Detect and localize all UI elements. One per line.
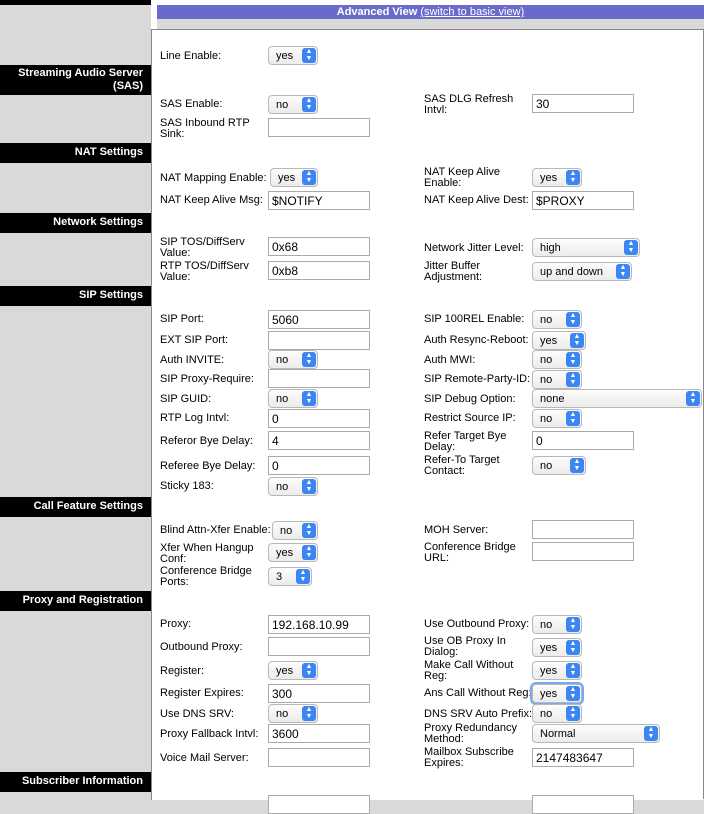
sip-tos-label: SIP TOS/DiffServ Value: (160, 236, 245, 259)
sip-remote-party-select[interactable]: no ▲ ▼ (532, 370, 582, 389)
ext-sip-port-input[interactable] (268, 331, 370, 350)
sip-guid-label: SIP GUID: (160, 393, 212, 405)
auth-mwi-label: Auth MWI: (424, 354, 476, 366)
line-enable-label: Line Enable: (160, 50, 222, 62)
chevron-updown-icon: ▲ ▼ (566, 170, 580, 185)
sip-100rel-label: SIP 100REL Enable: (424, 313, 525, 325)
chevron-updown-icon: ▲ ▼ (302, 97, 316, 112)
conf-bridge-ports-select[interactable]: 3 ▲ ▼ (268, 567, 312, 586)
xfer-hangup-label: Xfer When Hangup Conf: (160, 542, 254, 565)
use-ob-proxy-dialog-select[interactable]: yes ▲ ▼ (532, 638, 582, 657)
sas-dlg-refresh-label: SAS DLG Refresh Intvl: (424, 93, 514, 116)
nat-mapping-select[interactable]: yes ▲ ▼ (270, 168, 318, 187)
chevron-updown-icon: ▲ ▼ (566, 640, 580, 655)
use-dns-srv-select[interactable]: no ▲ ▼ (268, 704, 318, 723)
referee-bye-input[interactable]: 0 (268, 456, 370, 475)
chevron-updown-icon: ▲ ▼ (302, 706, 316, 721)
auth-invite-label: Auth INVITE: (160, 354, 225, 366)
chevron-updown-icon: ▲ ▼ (570, 333, 584, 348)
register-expires-label: Register Expires: (160, 687, 244, 699)
moh-server-input[interactable] (532, 520, 634, 539)
refer-to-target-select[interactable]: no ▲ ▼ (532, 456, 586, 475)
use-ob-proxy-dialog-label: Use OB Proxy In Dialog: (424, 635, 506, 658)
chevron-updown-icon: ▲ ▼ (302, 352, 316, 367)
nat-keep-alive-dest-label: NAT Keep Alive Dest: (424, 194, 529, 206)
proxy-fallback-label: Proxy Fallback Intvl: (160, 728, 259, 740)
conf-bridge-url-label: Conference Bridge URL: (424, 541, 516, 564)
outbound-proxy-input[interactable] (268, 637, 370, 656)
chevron-updown-icon: ▲ ▼ (566, 312, 580, 327)
auth-invite-select[interactable]: no ▲ ▼ (268, 350, 318, 369)
chevron-updown-icon: ▲ ▼ (570, 458, 584, 473)
nat-mapping-label: NAT Mapping Enable: (160, 172, 267, 184)
ans-call-without-reg-select[interactable]: yes ▲ ▼ (532, 684, 582, 703)
nat-keep-alive-msg-label: NAT Keep Alive Msg: (160, 194, 263, 206)
proxy-fallback-input[interactable]: 3600 (268, 724, 370, 743)
nat-keep-alive-msg-input[interactable]: $NOTIFY (268, 191, 370, 210)
refer-target-bye-label: Refer Target Bye Delay: (424, 430, 507, 453)
ans-call-without-reg-label: Ans Call Without Reg: (424, 687, 532, 699)
auth-resync-select[interactable]: yes ▲ ▼ (532, 331, 586, 350)
conf-bridge-ports-label: Conference Bridge Ports: (160, 565, 252, 588)
section-subscriber: Subscriber Information (0, 772, 151, 792)
refer-to-target-label: Refer-To Target Contact: (424, 454, 500, 477)
chevron-updown-icon: ▲ ▼ (302, 170, 316, 185)
sip-tos-input[interactable]: 0x68 (268, 237, 370, 256)
switch-view-link[interactable]: (switch to basic view) (420, 6, 525, 18)
chevron-updown-icon: ▲ ▼ (302, 663, 316, 678)
auth-mwi-select[interactable]: no ▲ ▼ (532, 350, 582, 369)
dns-srv-auto-prefix-select[interactable]: no ▲ ▼ (532, 704, 582, 723)
section-proxy: Proxy and Registration (0, 591, 151, 611)
section-sas: Streaming Audio Server (SAS) (0, 65, 151, 95)
ext-sip-port-label: EXT SIP Port: (160, 334, 229, 346)
sip-proxy-require-label: SIP Proxy-Require: (160, 373, 254, 385)
subscriber-input-partial-right[interactable] (532, 795, 634, 814)
sas-enable-label: SAS Enable: (160, 98, 223, 110)
referee-bye-label: Referee Bye Delay: (160, 460, 256, 472)
voice-mail-server-input[interactable] (268, 748, 370, 767)
sas-inbound-rtp-input[interactable] (268, 118, 370, 137)
sip-port-input[interactable]: 5060 (268, 310, 370, 329)
network-jitter-label: Network Jitter Level: (424, 242, 524, 254)
auth-resync-label: Auth Resync-Reboot: (424, 334, 529, 346)
voice-mail-server-label: Voice Mail Server: (160, 752, 249, 764)
section-call-feature: Call Feature Settings (0, 497, 151, 517)
register-select[interactable]: yes ▲ ▼ (268, 661, 318, 680)
sas-dlg-refresh-input[interactable]: 30 (532, 94, 634, 113)
outbound-proxy-label: Outbound Proxy: (160, 641, 243, 653)
chevron-updown-icon: ▲ ▼ (296, 569, 310, 584)
register-label: Register: (160, 665, 205, 677)
rtp-log-label: RTP Log Intvl: (160, 412, 230, 424)
referor-bye-label: Referor Bye Delay: (160, 435, 253, 447)
chevron-updown-icon: ▲ ▼ (302, 523, 316, 538)
referor-bye-input[interactable]: 4 (268, 431, 370, 450)
chevron-updown-icon: ▲ ▼ (302, 545, 316, 560)
rtp-tos-label: RTP TOS/DiffServ Value: (160, 260, 249, 283)
chevron-updown-icon: ▲ ▼ (566, 411, 580, 426)
proxy-input[interactable]: 192.168.10.99 (268, 615, 370, 634)
view-title: Advanced View (336, 6, 418, 18)
use-outbound-proxy-select[interactable]: no ▲ ▼ (532, 615, 582, 634)
make-call-without-reg-label: Make Call Without Reg: (424, 659, 514, 682)
section-sip: SIP Settings (0, 286, 151, 306)
sticky-183-select[interactable]: no ▲ ▼ (268, 477, 318, 496)
chevron-updown-icon: ▲ ▼ (302, 391, 316, 406)
conf-bridge-url-input[interactable] (532, 542, 634, 561)
chevron-updown-icon: ▲ ▼ (566, 617, 580, 632)
sas-inbound-rtp-label: SAS Inbound RTP Sink: (160, 117, 250, 140)
view-header (157, 5, 704, 19)
nat-keep-alive-dest-input[interactable]: $PROXY (532, 191, 634, 210)
use-outbound-proxy-label: Use Outbound Proxy: (424, 618, 530, 630)
subscriber-input-partial[interactable] (268, 795, 370, 814)
register-expires-input[interactable]: 300 (268, 684, 370, 703)
sticky-183-label: Sticky 183: (160, 480, 214, 492)
sas-enable-select[interactable]: no ▲ ▼ (268, 95, 318, 114)
chevron-updown-icon: ▲ ▼ (616, 264, 630, 279)
sip-debug-select[interactable]: none ▲ ▼ (532, 389, 702, 408)
sip-port-label: SIP Port: (160, 313, 204, 325)
sip-remote-party-label: SIP Remote-Party-ID: (424, 373, 531, 385)
network-jitter-select[interactable]: high ▲ ▼ (532, 238, 640, 257)
nat-keep-alive-enable-label: NAT Keep Alive Enable: (424, 166, 501, 189)
chevron-updown-icon: ▲ ▼ (624, 240, 638, 255)
jitter-buffer-label: Jitter Buffer Adjustment: (424, 260, 483, 283)
restrict-source-ip-label: Restrict Source IP: (424, 412, 516, 424)
chevron-updown-icon: ▲ ▼ (566, 663, 580, 678)
chevron-updown-icon: ▲ ▼ (566, 686, 580, 701)
blind-xfer-select[interactable]: no ▲ ▼ (272, 521, 318, 540)
rtp-log-input[interactable]: 0 (268, 409, 370, 428)
jitter-buffer-select[interactable]: up and down ▲ ▼ (532, 262, 632, 281)
chevron-updown-icon: ▲ ▼ (644, 726, 658, 741)
chevron-updown-icon: ▲ ▼ (566, 352, 580, 367)
section-nat: NAT Settings (0, 143, 151, 163)
make-call-without-reg-select[interactable]: yes ▲ ▼ (532, 661, 582, 680)
nat-keep-alive-enable-select[interactable]: yes ▲ ▼ (532, 168, 582, 187)
section-network: Network Settings (0, 213, 151, 233)
chevron-updown-icon: ▲ ▼ (302, 479, 316, 494)
sip-guid-select[interactable]: no ▲ ▼ (268, 389, 318, 408)
proxy-redundancy-select[interactable]: Normal ▲ ▼ (532, 724, 660, 743)
line-enable-select[interactable]: yes ▲ ▼ (268, 46, 318, 65)
chevron-updown-icon: ▲ ▼ (302, 48, 316, 63)
chevron-updown-icon: ▲ ▼ (566, 372, 580, 387)
sip-proxy-require-input[interactable] (268, 369, 370, 388)
rtp-tos-input[interactable]: 0xb8 (268, 261, 370, 280)
sip-debug-label: SIP Debug Option: (424, 393, 516, 405)
blind-xfer-label: Blind Attn-Xfer Enable: (160, 524, 271, 536)
chevron-updown-icon: ▲ ▼ (686, 391, 700, 406)
restrict-source-ip-select[interactable]: no ▲ ▼ (532, 409, 582, 428)
proxy-label: Proxy: (160, 618, 192, 630)
chevron-updown-icon: ▲ ▼ (566, 706, 580, 721)
moh-server-label: MOH Server: (424, 524, 489, 536)
use-dns-srv-label: Use DNS SRV: (160, 708, 234, 720)
sip-100rel-select[interactable]: no ▲ ▼ (532, 310, 582, 329)
xfer-hangup-select[interactable]: yes ▲ ▼ (268, 543, 318, 562)
dns-srv-auto-prefix-label: DNS SRV Auto Prefix: (424, 708, 533, 720)
proxy-redundancy-label: Proxy Redundancy Method: (424, 722, 517, 745)
mailbox-subscribe-input[interactable]: 2147483647 (532, 748, 634, 767)
mailbox-subscribe-label: Mailbox Subscribe Expires: (424, 746, 514, 769)
refer-target-bye-input[interactable]: 0 (532, 431, 634, 450)
